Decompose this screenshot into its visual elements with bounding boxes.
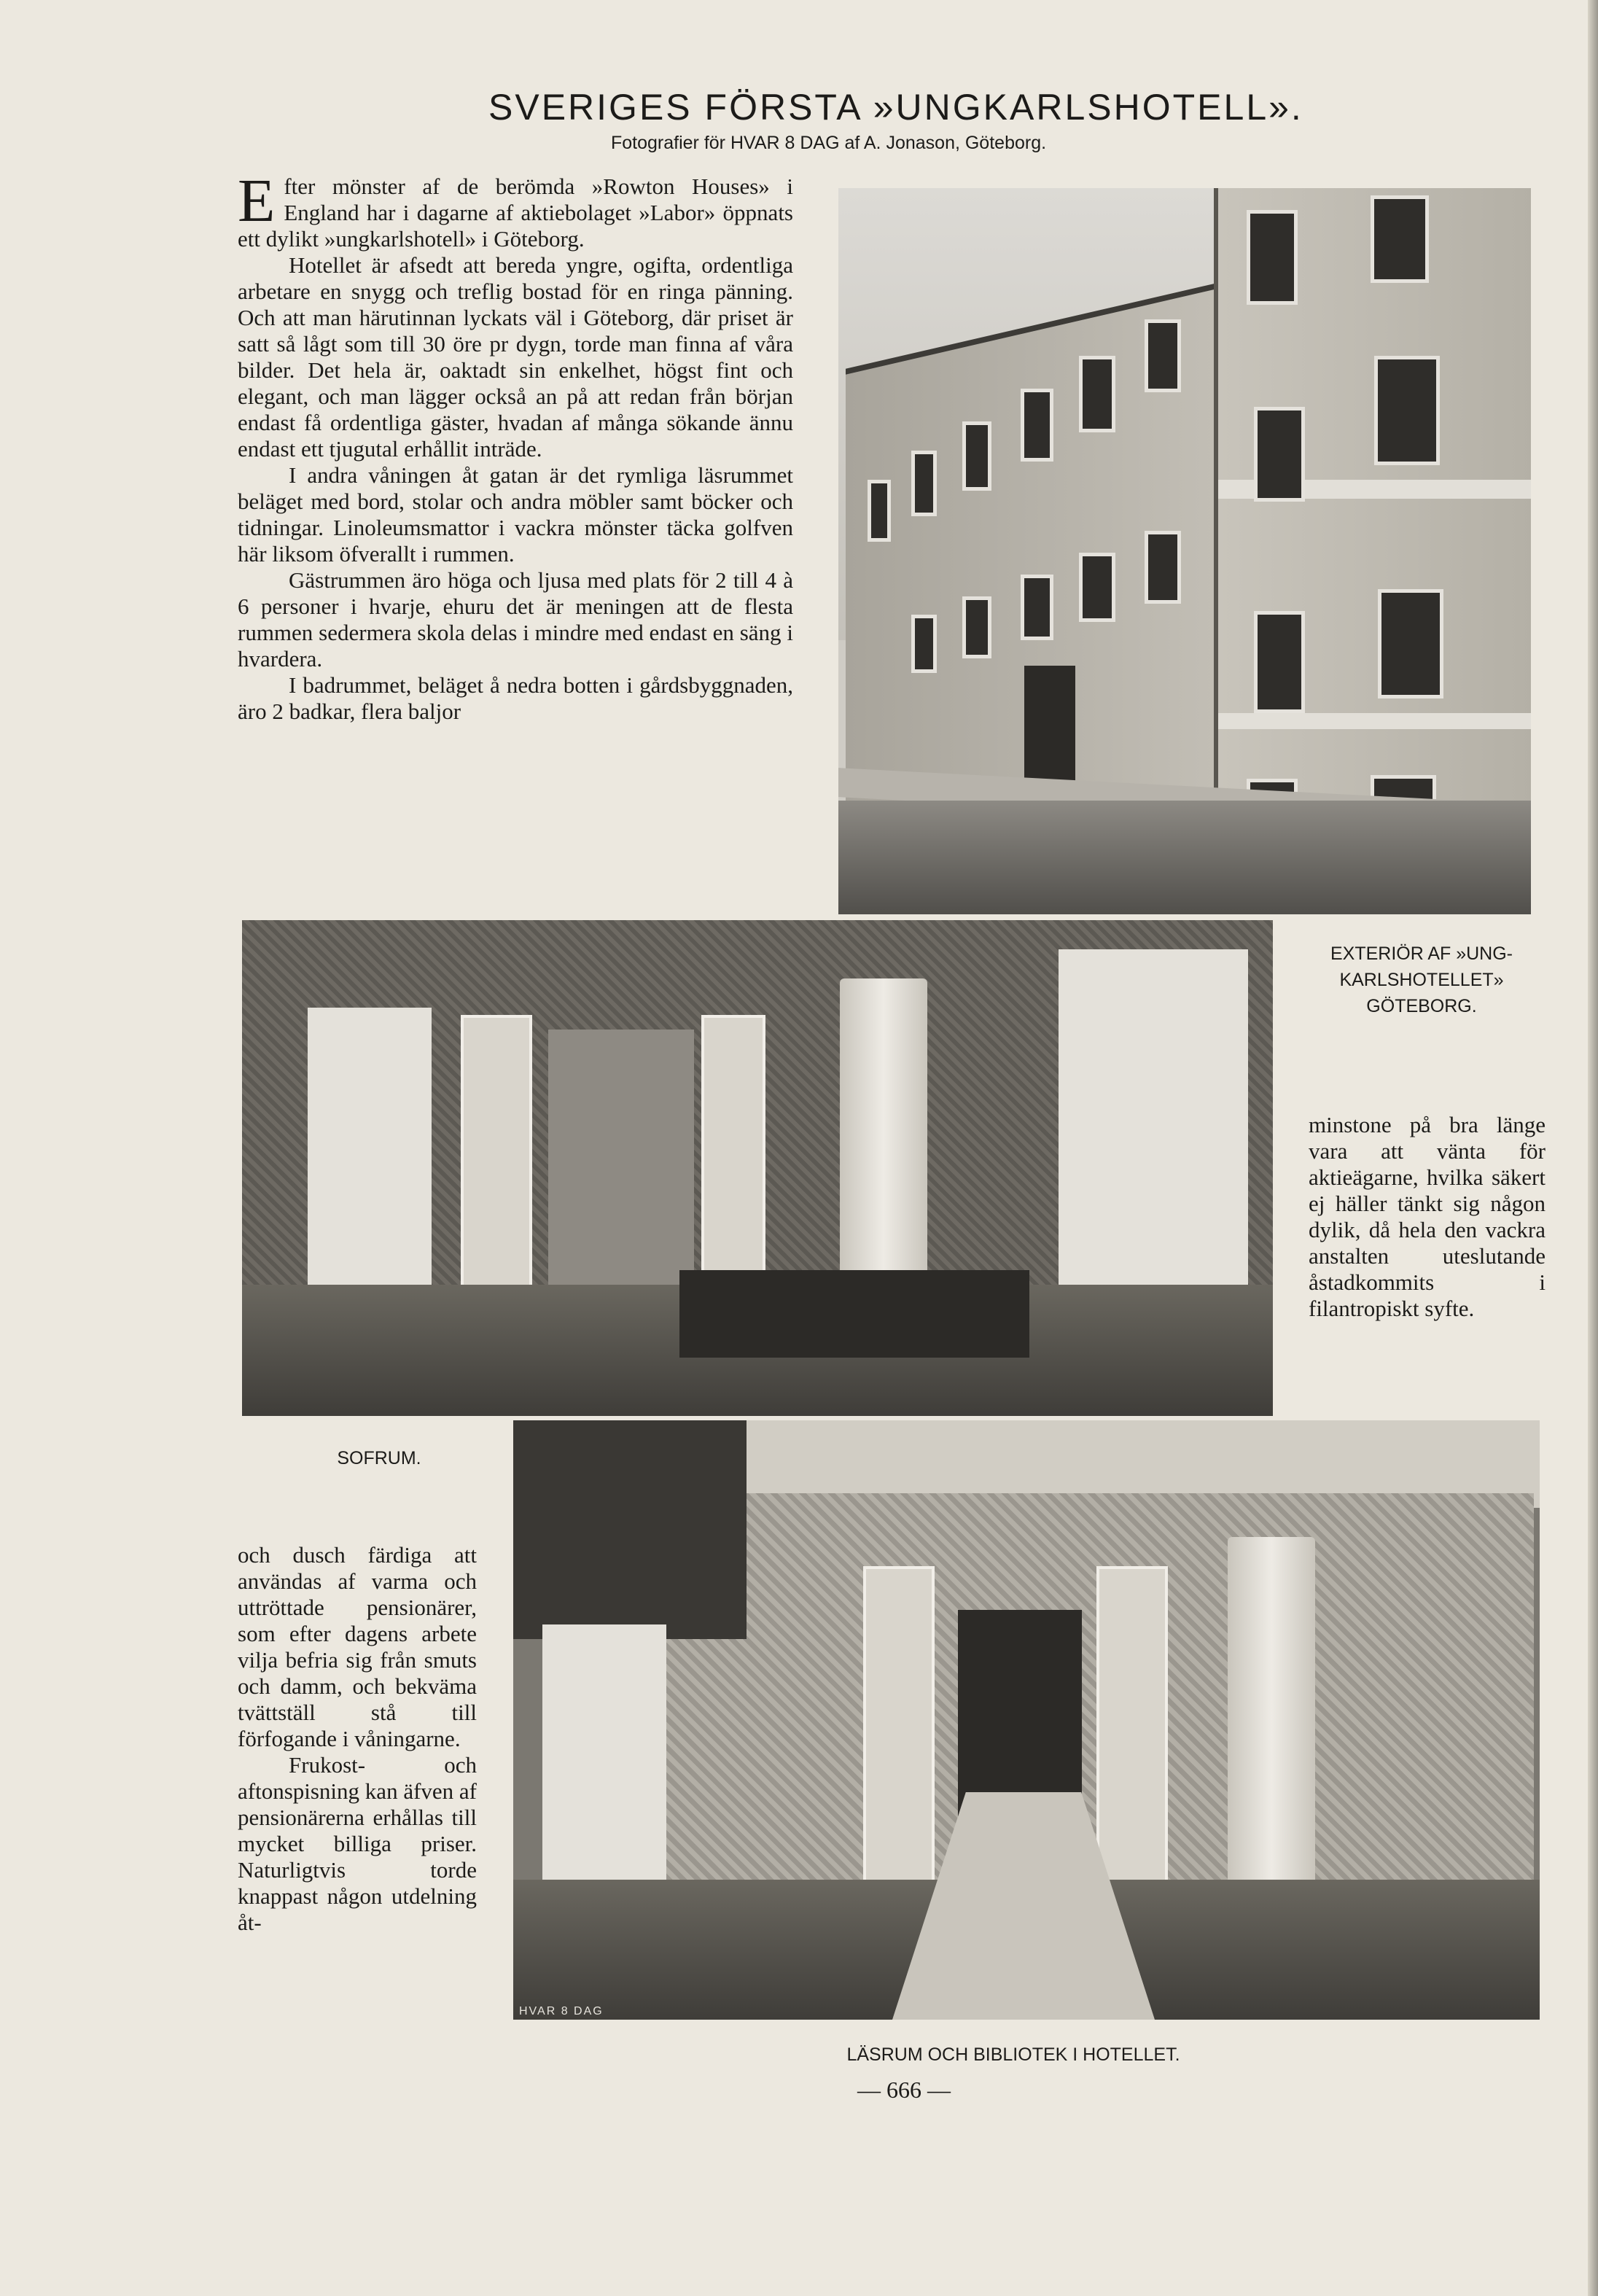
drop-cap: E [238, 167, 276, 235]
left-paragraph-1: och dusch färdiga att användas af varma och uttröttade pensionärer, som efter dagens arbete vilja befria sig från smuts och damm, och bekväma tvättställ stå till förfogande i våningarne. [238, 1542, 477, 1751]
tiled-stove [1228, 1537, 1315, 1902]
left-paragraph-2: Frukost- och aftonspisning kan äfven af pensionärerna erhållas till mycket billiga priser. Naturligtvis torde knappast någon utdelning åt- [238, 1752, 477, 1935]
main-text-column [238, 167, 793, 903]
bed [679, 1270, 1029, 1358]
paragraph-4: Gästrummen äro höga och ljusa med plats för 2 till 4 à 6 personer i hvarje, ehuru det är meningen att de flesta rummen sedermera skola delas i mindre med endast en säng i hvardera. [238, 567, 793, 672]
page-number: — 666 — [857, 2077, 951, 2103]
window [868, 480, 891, 542]
door-right [1096, 1566, 1168, 1915]
curtain-drapery [513, 1420, 747, 1639]
door-right-leaf [701, 1015, 765, 1312]
reading-room-photo [513, 1420, 1540, 2020]
window [1145, 319, 1181, 392]
paragraph-3: I andra våningen åt gatan är det rymliga läsrummet beläget med bord, stolar och andra möbler samt böcker och tidningar. Linoleumsmattor i vackra mönster täcka golfven här liksom öfverallt i rummen. [238, 462, 793, 567]
window [1374, 356, 1440, 465]
window [1079, 356, 1115, 432]
bedroom-caption: SOFRUM. [337, 1448, 421, 1468]
window [1371, 195, 1429, 283]
photo-watermark: HVAR 8 DAG [519, 2005, 604, 2017]
window [1021, 389, 1053, 462]
door-left-leaf [461, 1015, 532, 1312]
window [1254, 611, 1305, 713]
street [838, 801, 1531, 914]
exterior-caption [1283, 941, 1560, 1019]
left-text-column [238, 1542, 477, 1936]
window [962, 596, 991, 658]
window [1247, 210, 1298, 305]
facade-band [1218, 713, 1531, 729]
window [911, 451, 937, 516]
photo-credit: Fotografier för HVAR 8 DAG af A. Jonason, Göteborg. [611, 133, 1047, 153]
paragraph-2: Hotellet är afsedt att bereda yngre, ogifta, ordentliga arbetare en snygg och treflig bostad för en ringa pänning. Och att man härutinnan lyckats väl i Göteborg, där priset är satt så lågt som till 30 öre pr dygn, torde man finna af våra bilder. Det hela är, oaktadt sin enkelhet, högst fint och elegant, och man lägger också an på att redan från början endast få ordentliga gäster, hvadan af många sökande ännu endast ett tjugutal erhållit inträde. [238, 252, 793, 462]
reading-room-caption: LÄSRUM OCH BIBLIOTEK I HOTELLET. [846, 2044, 1180, 2065]
paragraph-1 [238, 167, 793, 252]
paragraph-1-text: fter mönster af de berömda »Rowton Houses» i England har i dagarne af aktiebolaget »Labor» öppnats ett dylikt »ungkarlshotell» i Göteborg. [238, 174, 793, 252]
page-spine-shadow [1588, 0, 1598, 2296]
lit-wall [308, 1008, 432, 1314]
side-paragraph: minstone på bra länge vara att vänta för aktieägarne, hvilka säkert ej häller tänkt sig någon dylik, då hela den vackra anstalten uteslutande åstadkommits i filantropiskt syfte. [1309, 1112, 1546, 1321]
door-left [863, 1566, 935, 1915]
bedroom-photo [242, 920, 1273, 1416]
window [1145, 531, 1181, 604]
paragraph-5: I badrummet, beläget å nedra botten i gårdsbyggnaden, äro 2 badkar, flera baljor [238, 672, 793, 724]
exterior-caption-line-2: KARLSHOTELLET» [1339, 970, 1504, 990]
window [1254, 407, 1305, 502]
exterior-caption-line-1: EXTERIÖR AF »UNG- [1330, 943, 1513, 964]
exterior-photo [838, 188, 1531, 914]
window [1079, 553, 1115, 622]
article-title: SVERIGES FÖRSTA »UNGKARLSHOTELL». [488, 87, 1303, 128]
exterior-caption-line-3: GÖTEBORG. [1366, 996, 1477, 1016]
window [1021, 575, 1053, 640]
window [1378, 589, 1443, 698]
window [962, 421, 991, 491]
doorway-room [548, 1030, 694, 1292]
tiled-stove [840, 978, 927, 1314]
side-text-column [1309, 1112, 1546, 1322]
window [911, 615, 937, 673]
